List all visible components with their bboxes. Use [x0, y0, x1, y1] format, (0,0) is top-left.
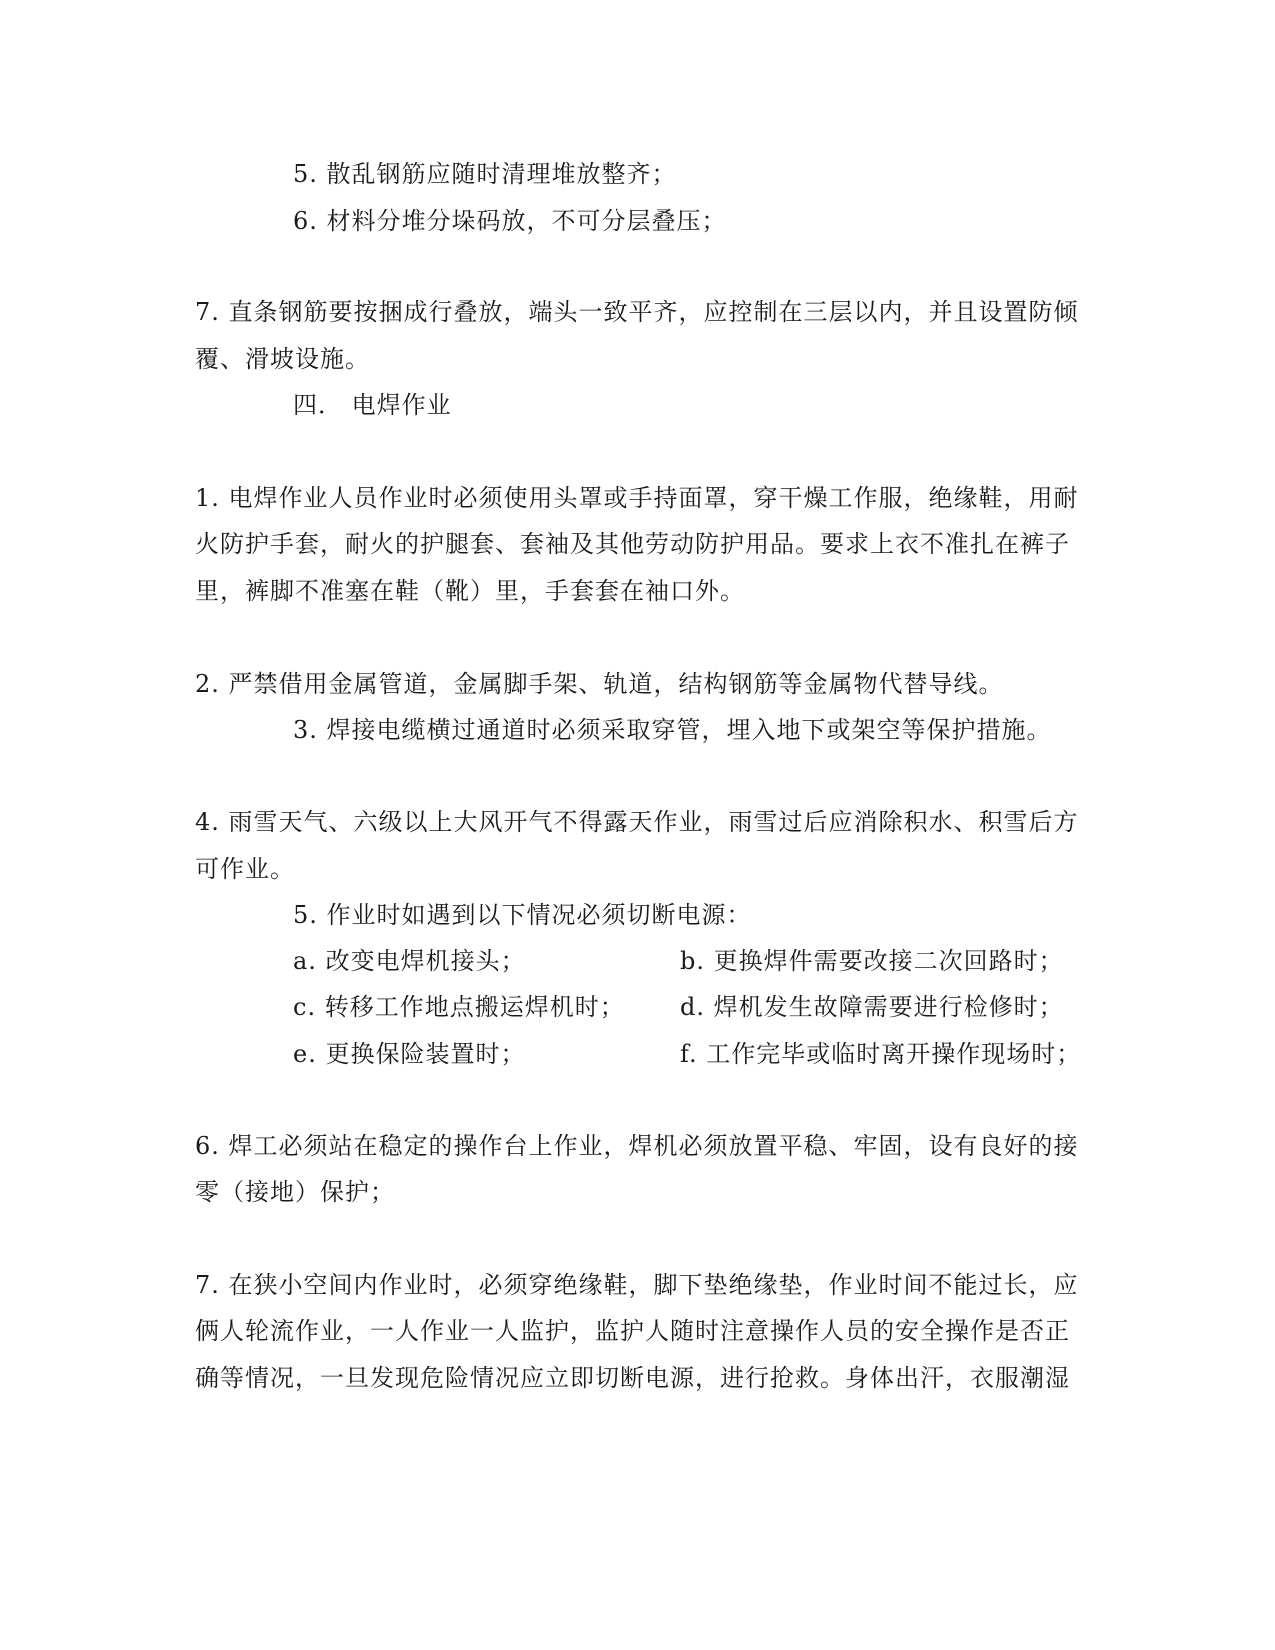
text-line: 5. 散乱钢筋应随时清理堆放整齐；	[293, 160, 677, 188]
text-line: 俩人轮流作业，一人作业一人监护，监护人随时注意操作人员的安全操作是否正	[195, 1317, 1070, 1345]
text-line: 4. 雨雪天气、六级以上大风开气不得露天作业，雨雪过后应消除积水、积雪后方	[195, 808, 1079, 836]
text-line: 零（接地）保护；	[195, 1178, 395, 1206]
text-line: 覆、滑坡设施。	[195, 345, 370, 373]
text-line: 6. 焊工必须站在稳定的操作台上作业，焊机必须放置平稳、牢固，设有良好的接	[195, 1132, 1079, 1160]
text-line: 确等情况，一旦发现危险情况应立即切断电源，进行抢救。身体出汗，衣服潮湿	[195, 1364, 1070, 1392]
list-item: a. 改变电焊机接头；	[293, 947, 526, 975]
text-line: 可作业。	[195, 855, 295, 883]
text-line: 5. 作业时如遇到以下情况必须切断电源：	[293, 901, 752, 929]
list-item: d. 焊机发生故障需要进行检修时；	[680, 993, 1064, 1021]
list-item: b. 更换焊件需要改接二次回路时；	[680, 947, 1064, 975]
text-line: 1. 电焊作业人员作业时必须使用头罩或手持面罩，穿干燥工作服，绝缘鞋，用耐	[195, 484, 1079, 512]
list-item: e. 更换保险装置时；	[293, 1040, 526, 1068]
text-line: 2. 严禁借用金属管道，金属脚手架、轨道，结构钢筋等金属物代替导线。	[195, 670, 1004, 698]
list-item: f. 工作完毕或临时离开操作现场时；	[680, 1040, 1082, 1068]
text-line: 火防护手套，耐火的护腿套、套袖及其他劳动防护用品。要求上衣不准扎在裤子	[195, 530, 1070, 558]
section-heading: 四． 电焊作业	[293, 391, 452, 419]
text-line: 7. 直条钢筋要按捆成行叠放，端头一致平齐，应控制在三层以内，并且设置防倾	[195, 298, 1079, 326]
text-line: 7. 在狭小空间内作业时，必须穿绝缘鞋，脚下垫绝缘垫，作业时间不能过长，应	[195, 1271, 1079, 1299]
list-item: c. 转移工作地点搬运焊机时；	[293, 993, 625, 1021]
text-line: 6. 材料分堆分垛码放，不可分层叠压；	[293, 207, 727, 235]
text-line: 3. 焊接电缆横过通道时必须采取穿管，埋入地下或架空等保护措施。	[293, 716, 1052, 744]
text-line: 里，裤脚不准塞在鞋（靴）里，手套套在袖口外。	[195, 577, 745, 605]
